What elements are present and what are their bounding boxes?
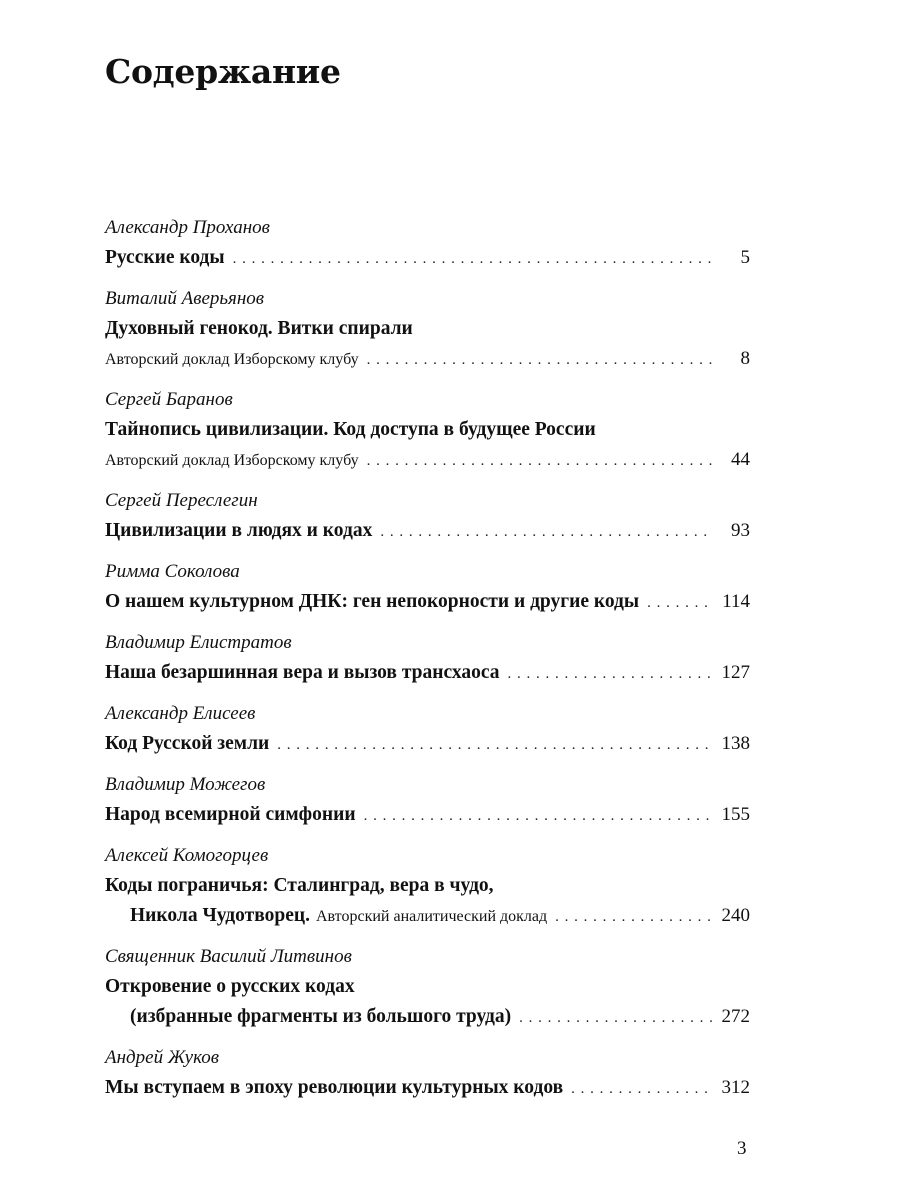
toc-title: Цивилизации в людях и кодах	[105, 520, 373, 541]
toc-title-line[interactable]	[105, 415, 750, 445]
toc-title: Народ всемирной симфонии	[105, 804, 356, 825]
dot-leader	[367, 345, 712, 375]
dot-leader	[380, 517, 712, 547]
toc-page-number: 272	[721, 1006, 750, 1027]
dot-leader	[277, 730, 712, 760]
toc-subtitle: Авторский доклад Изборскому клубу	[105, 351, 359, 368]
toc-line[interactable]	[105, 243, 750, 274]
toc-title: Русские коды	[105, 247, 225, 268]
dot-leader	[647, 588, 712, 618]
toc-entry	[105, 486, 750, 547]
toc-author: Александр Проханов	[105, 217, 270, 238]
dot-leader	[555, 902, 712, 932]
toc-subtitle: Авторский аналитический доклад	[315, 908, 548, 925]
toc-title-line[interactable]	[105, 871, 750, 901]
toc-entry	[105, 770, 750, 831]
toc-title-continued: Никола Чудотворец.	[130, 905, 310, 926]
toc-title-line[interactable]	[105, 314, 750, 344]
toc-author: Сергей Переслегин	[105, 490, 258, 511]
toc-entry	[105, 942, 750, 1033]
toc-author: Владимир Можегов	[105, 774, 266, 795]
toc-entry	[105, 1043, 750, 1104]
toc-line[interactable]	[105, 901, 750, 932]
toc-page-number: 138	[721, 733, 750, 754]
toc-author: Андрей Жуков	[105, 1047, 220, 1068]
toc-author: Римма Соколова	[105, 561, 240, 582]
toc-page-number: 127	[721, 662, 750, 683]
dot-leader	[508, 659, 712, 689]
toc-title: Мы вступаем в эпоху революции культурных кодов	[105, 1077, 564, 1098]
toc-author: Александр Елисеев	[105, 703, 256, 724]
toc-line[interactable]	[105, 800, 750, 831]
toc-entry	[105, 557, 750, 618]
toc-subtitle: Авторский доклад Изборскому клубу	[105, 452, 359, 469]
toc-page-number: 240	[721, 905, 750, 926]
toc-author: Священник Василий Литвинов	[105, 946, 352, 967]
toc-page-number: 93	[731, 520, 750, 541]
toc-author: Сергей Баранов	[105, 389, 233, 410]
toc-line[interactable]	[105, 516, 750, 547]
toc-title: Коды пограничья: Сталинград, вера в чудо,	[105, 875, 494, 896]
dot-leader	[571, 1074, 712, 1104]
toc-page-number: 312	[721, 1077, 750, 1098]
toc-page-number: 5	[740, 247, 750, 268]
toc-title: Код Русской земли	[105, 733, 270, 754]
toc-line[interactable]	[105, 1002, 750, 1033]
toc-entry	[105, 628, 750, 689]
toc-title: Духовный генокод. Витки спирали	[105, 318, 413, 339]
toc-entry	[105, 841, 750, 932]
toc-line[interactable]	[105, 445, 750, 476]
toc-author: Виталий Аверьянов	[105, 288, 265, 309]
dot-leader	[233, 244, 712, 274]
toc-line[interactable]	[105, 344, 750, 375]
toc-title: О нашем культурном ДНК: ген непокорности и другие коды	[105, 591, 640, 612]
toc-page-number: 155	[721, 804, 750, 825]
toc-page-number: 44	[731, 449, 750, 470]
toc-entry	[105, 385, 750, 476]
toc-author: Владимир Елистратов	[105, 632, 292, 653]
toc-author: Алексей Комогорцев	[105, 845, 269, 866]
dot-leader	[364, 801, 712, 831]
dot-leader	[367, 446, 712, 476]
toc-entry	[105, 213, 750, 274]
toc-line[interactable]	[105, 658, 750, 689]
toc-title: Откровение о русских кодах	[105, 976, 355, 997]
toc-line[interactable]	[105, 729, 750, 760]
toc-line[interactable]	[105, 587, 750, 618]
toc-title: Наша безаршинная вера и вызов трансхаоса	[105, 662, 500, 683]
toc-line[interactable]	[105, 1073, 750, 1104]
toc-page-number: 8	[740, 348, 750, 369]
toc-title-line[interactable]	[105, 972, 750, 1002]
toc-entry	[105, 284, 750, 375]
toc-title: Тайнопись цивилизации. Код доступа в будущее России	[105, 419, 596, 440]
toc-page-number: 114	[722, 591, 750, 612]
toc-title-continued: (избранные фрагменты из большого труда)	[130, 1006, 512, 1027]
table-of-contents	[105, 213, 750, 1114]
dot-leader	[519, 1003, 712, 1033]
page-number: 3	[737, 1138, 747, 1159]
toc-entry	[105, 699, 750, 760]
page-title: Содержание	[105, 52, 341, 91]
